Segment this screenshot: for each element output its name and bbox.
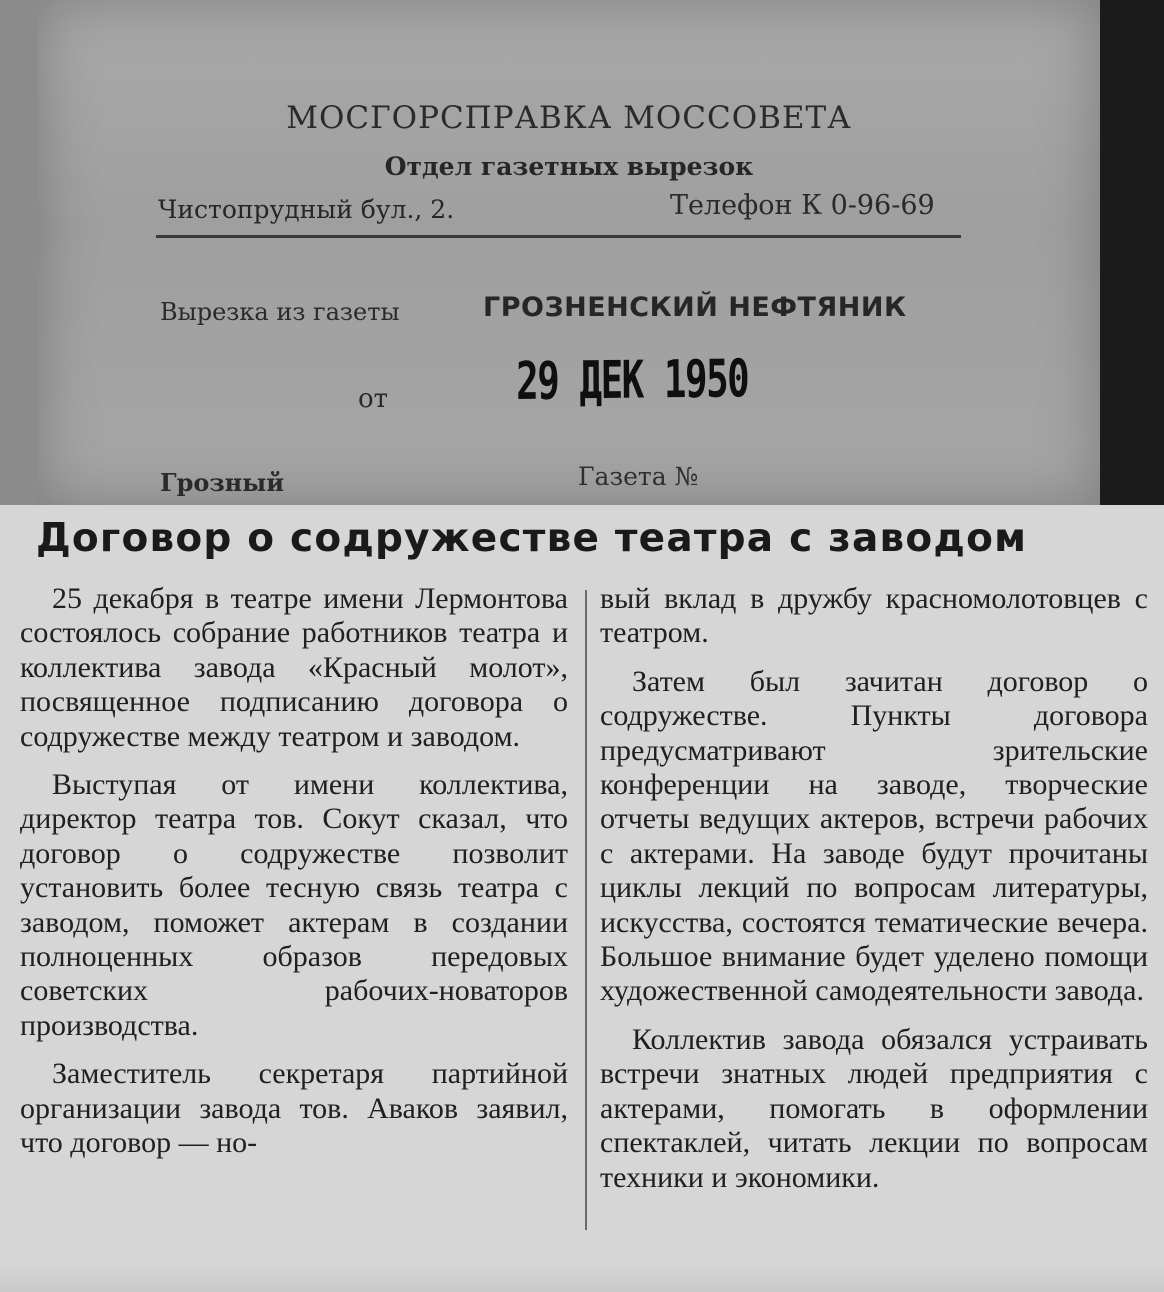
org-title: МОСГОРСПРАВКА МОССОВЕТА — [286, 100, 852, 136]
paragraph: 25 декабря в театре имени Лермонтова состоялось собрание работников театра и коллектива завода «Красный молот», посвященное подписанию договора о содружестве между театром и заводом. — [20, 582, 568, 753]
background-left-edge — [0, 0, 38, 505]
paragraph-continuation: вый вклад в дружбу красномолотовцев с театром. — [600, 582, 1148, 650]
paragraph: Заместитель секретаря партийной организации завода тов. Аваков заявил, что договор — но- — [20, 1057, 568, 1160]
date-label: от — [358, 384, 389, 414]
date-stamp: 29 ДЕК 1950 — [516, 349, 749, 412]
issue-number-label — [578, 462, 698, 491]
newspaper-name: ГРОЗНЕНСКИЙ НЕФТЯНИК — [483, 292, 907, 323]
paragraph: Коллектив завода обязался устраивать встречи знатных людей предприятия с актерами, помогать в оформлении спектаклей, читать лекции по вопросам техники и экономики. — [600, 1022, 1148, 1194]
cutting-label: Вырезка из газеты — [160, 298, 400, 326]
article-right-column — [600, 582, 1148, 1209]
paragraph: Затем был зачитан договор о содружестве. Пункты договора предусматривают зрительские конференции на заводе, творческие отчеты ведущих актеров, встречи рабочих с актерами. На заводе будут прочитаны циклы лекций по вопросам литературы, искусства, состоятся тематические вечера. Большое внимание будет уделено помощи художественной самодеятельности завода. — [600, 664, 1148, 1008]
issue-label: Газета № — [578, 462, 699, 491]
address: Чистопрудный бул., 2. — [158, 195, 455, 224]
column-divider — [585, 590, 587, 1230]
paragraph: Выступая от имени коллектива, директор театра тов. Сокут сказал, что договор о содружестве позволит установить более тесную связь театра с заводом, поможет актерам в создании полноценных образов передовых советских рабочих-новаторов производства. — [20, 768, 568, 1042]
phone-number: Телефон К 0-96-69 — [670, 190, 935, 221]
background-right-edge — [1100, 0, 1164, 505]
department-title: Отдел газетных вырезок — [384, 152, 754, 181]
article-left-column — [20, 582, 568, 1175]
page-shadow — [0, 1262, 1164, 1292]
header-divider — [156, 235, 961, 238]
article-headline: Договор о содружестве театра с заводом — [36, 516, 1028, 561]
city-label: Грозный — [160, 468, 285, 497]
clipping-service-form — [38, 0, 1100, 505]
